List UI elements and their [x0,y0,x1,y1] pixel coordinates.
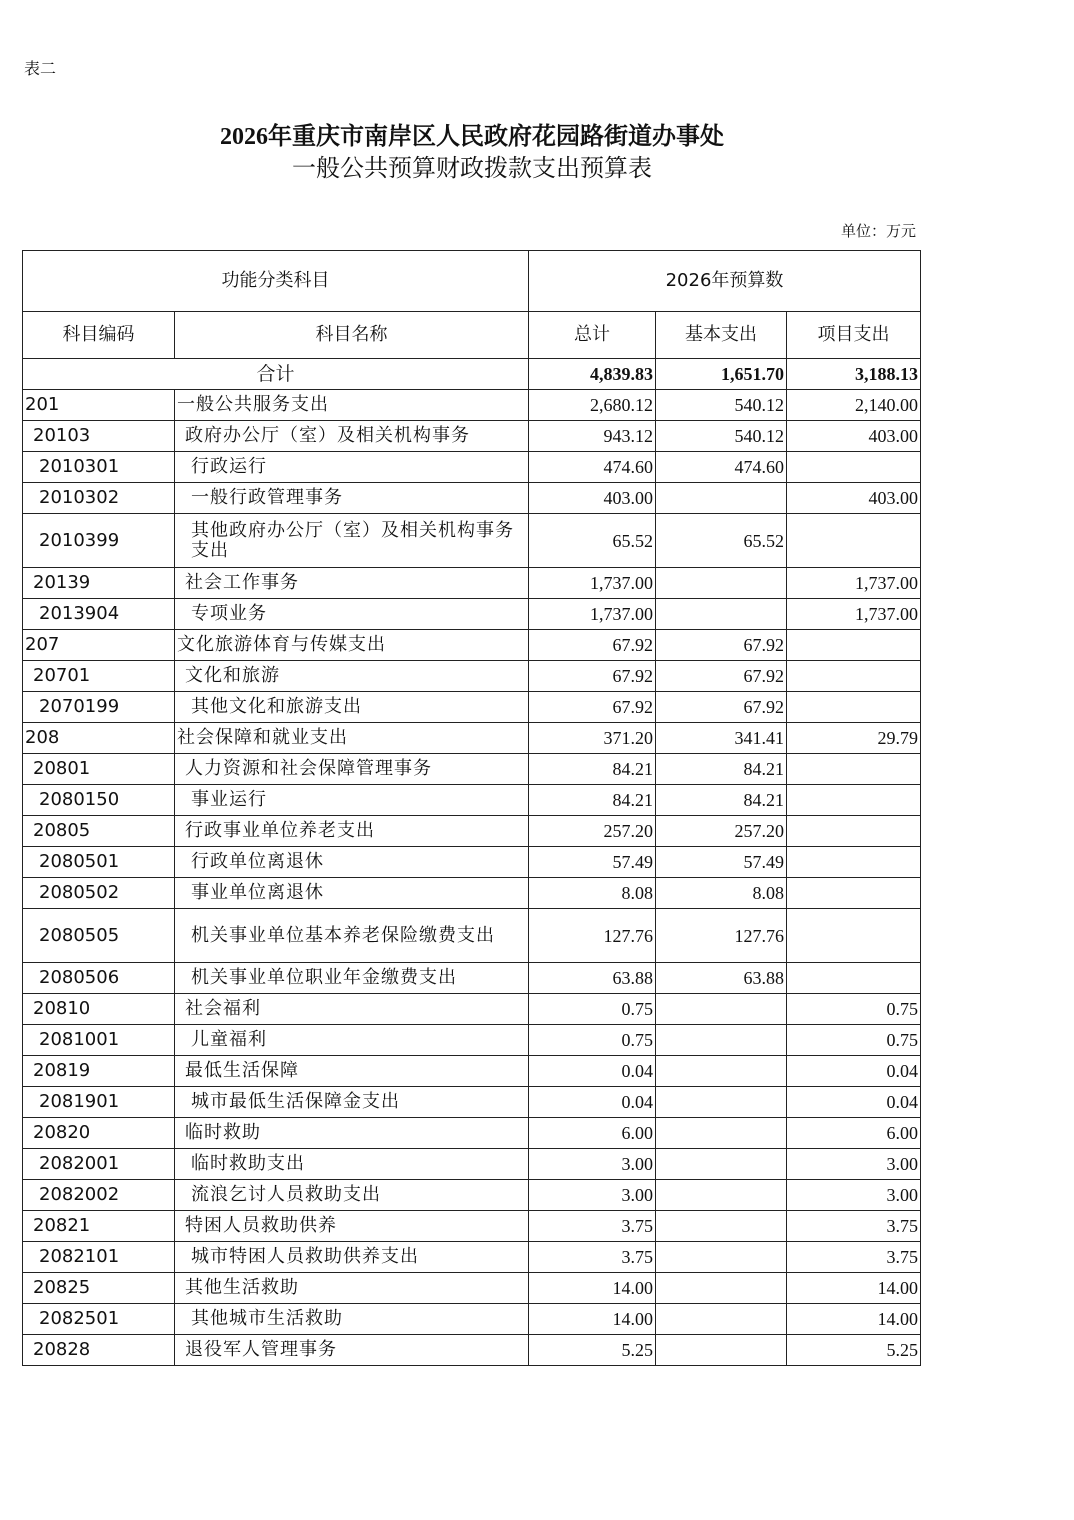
row-code: 2082101 [23,1242,175,1273]
row-total: 1,737.00 [529,599,656,630]
total-project: 3,188.13 [787,359,921,390]
row-code: 20801 [23,754,175,785]
table-row [23,483,921,514]
table-row [23,816,921,847]
row-basic: 65.52 [656,514,787,568]
row-project: 29.79 [787,723,921,754]
row-name: 事业单位离退休 [175,878,529,909]
row-basic: 67.92 [656,692,787,723]
row-code: 20828 [23,1335,175,1366]
table-row [23,1180,921,1211]
table-row [23,1025,921,1056]
row-name: 专项业务 [175,599,529,630]
row-code: 2010301 [23,452,175,483]
row-basic [656,599,787,630]
table-row [23,1149,921,1180]
row-code: 20701 [23,661,175,692]
row-total: 127.76 [529,909,656,963]
row-name: 其他生活救助 [175,1273,529,1304]
row-basic [656,1304,787,1335]
row-project: 0.04 [787,1056,921,1087]
row-basic [656,1242,787,1273]
row-name: 社会福利 [175,994,529,1025]
row-name: 文化旅游体育与传媒支出 [175,630,529,661]
row-name: 人力资源和社会保障管理事务 [175,754,529,785]
table-row [23,847,921,878]
row-project: 0.75 [787,1025,921,1056]
table-row [23,1335,921,1366]
row-basic [656,483,787,514]
row-basic: 8.08 [656,878,787,909]
row-code: 20820 [23,1118,175,1149]
table-row [23,568,921,599]
row-code: 2080505 [23,909,175,963]
header-basic: 基本支出 [656,312,787,359]
header-project: 项目支出 [787,312,921,359]
table-row [23,785,921,816]
row-total: 3.00 [529,1180,656,1211]
row-total: 3.75 [529,1242,656,1273]
row-basic: 540.12 [656,421,787,452]
page-title: 2026年重庆市南岸区人民政府花园路街道办事处 [220,124,724,150]
row-basic: 257.20 [656,816,787,847]
row-basic: 84.21 [656,785,787,816]
table-row [23,692,921,723]
row-total: 3.00 [529,1149,656,1180]
row-code: 20825 [23,1273,175,1304]
row-project [787,816,921,847]
header-budget-year: 2026年预算数 [529,251,921,312]
row-total: 14.00 [529,1304,656,1335]
table-row [23,1087,921,1118]
row-project [787,909,921,963]
table-row [23,661,921,692]
header-group-row [23,251,921,312]
row-name: 其他城市生活救助 [175,1304,529,1335]
row-name: 文化和旅游 [175,661,529,692]
total-row [23,359,921,390]
row-basic [656,1273,787,1304]
row-basic: 341.41 [656,723,787,754]
row-total: 0.75 [529,994,656,1025]
row-total: 14.00 [529,1273,656,1304]
table-row [23,630,921,661]
table-row [23,514,921,568]
row-name: 一般行政管理事务 [175,483,529,514]
row-total: 474.60 [529,452,656,483]
row-basic [656,994,787,1025]
row-total: 371.20 [529,723,656,754]
row-total: 6.00 [529,1118,656,1149]
table-row [23,963,921,994]
header-total: 总计 [529,312,656,359]
row-name: 行政运行 [175,452,529,483]
row-basic [656,1149,787,1180]
row-name: 其他政府办公厅（室）及相关机构事务支出 [175,514,529,568]
header-column-row [23,312,921,359]
row-project [787,847,921,878]
row-name: 临时救助 [175,1118,529,1149]
row-total: 2,680.12 [529,390,656,421]
total-label: 合计 [23,359,529,390]
table-row [23,909,921,963]
row-name: 政府办公厅（室）及相关机构事务 [175,421,529,452]
row-project: 3.75 [787,1211,921,1242]
row-name: 社会保障和就业支出 [175,723,529,754]
total-basic: 1,651.70 [656,359,787,390]
row-code: 2081901 [23,1087,175,1118]
table-row [23,599,921,630]
row-basic [656,1087,787,1118]
row-project: 2,140.00 [787,390,921,421]
row-code: 201 [23,390,175,421]
row-project: 0.04 [787,1087,921,1118]
row-code: 2082501 [23,1304,175,1335]
row-total: 63.88 [529,963,656,994]
row-basic [656,1056,787,1087]
table-row [23,754,921,785]
table-row [23,1118,921,1149]
row-total: 8.08 [529,878,656,909]
row-basic [656,1335,787,1366]
row-code: 2080502 [23,878,175,909]
row-total: 57.49 [529,847,656,878]
row-total: 0.04 [529,1056,656,1087]
row-code: 2080506 [23,963,175,994]
row-total: 67.92 [529,692,656,723]
row-basic [656,1211,787,1242]
table-row [23,452,921,483]
row-code: 20810 [23,994,175,1025]
row-project [787,661,921,692]
row-project: 0.75 [787,994,921,1025]
row-basic [656,1118,787,1149]
row-project [787,630,921,661]
row-total: 403.00 [529,483,656,514]
row-name: 最低生活保障 [175,1056,529,1087]
row-name: 退役军人管理事务 [175,1335,529,1366]
row-code: 2082002 [23,1180,175,1211]
row-name: 城市特困人员救助供养支出 [175,1242,529,1273]
row-total: 67.92 [529,630,656,661]
table-row [23,878,921,909]
table-row [23,723,921,754]
row-total: 5.25 [529,1335,656,1366]
row-basic [656,1180,787,1211]
row-name: 儿童福利 [175,1025,529,1056]
row-code: 2080501 [23,847,175,878]
row-total: 65.52 [529,514,656,568]
table-row [23,390,921,421]
budget-table [22,250,921,1366]
header-function-category: 功能分类科目 [23,251,529,312]
row-project: 3.75 [787,1242,921,1273]
row-project: 3.00 [787,1149,921,1180]
row-name: 社会工作事务 [175,568,529,599]
row-name: 流浪乞讨人员救助支出 [175,1180,529,1211]
row-code: 2070199 [23,692,175,723]
row-code: 20139 [23,568,175,599]
row-code: 20821 [23,1211,175,1242]
row-code: 2081001 [23,1025,175,1056]
row-code: 207 [23,630,175,661]
table-row [23,1056,921,1087]
row-basic: 84.21 [656,754,787,785]
row-basic: 127.76 [656,909,787,963]
row-project: 3.00 [787,1180,921,1211]
header-name: 科目名称 [175,312,529,359]
row-name: 机关事业单位基本养老保险缴费支出 [175,909,529,963]
row-project [787,878,921,909]
row-project [787,785,921,816]
row-total: 257.20 [529,816,656,847]
unit-label: 单位：万元 [840,222,916,240]
row-total: 67.92 [529,661,656,692]
header-code: 科目编码 [23,312,175,359]
row-basic: 67.92 [656,661,787,692]
row-basic: 57.49 [656,847,787,878]
row-name: 事业运行 [175,785,529,816]
row-project: 1,737.00 [787,568,921,599]
table-row [23,421,921,452]
row-name: 行政事业单位养老支出 [175,816,529,847]
row-project: 6.00 [787,1118,921,1149]
row-project: 403.00 [787,421,921,452]
row-code: 2080150 [23,785,175,816]
row-name: 机关事业单位职业年金缴费支出 [175,963,529,994]
row-name: 行政单位离退休 [175,847,529,878]
row-project: 14.00 [787,1273,921,1304]
table-row [23,1242,921,1273]
row-name: 其他文化和旅游支出 [175,692,529,723]
row-code: 2010399 [23,514,175,568]
row-total: 84.21 [529,754,656,785]
table-row [23,1304,921,1335]
total-total: 4,839.83 [529,359,656,390]
table-row [23,1273,921,1304]
row-code: 20819 [23,1056,175,1087]
row-project: 5.25 [787,1335,921,1366]
row-total: 84.21 [529,785,656,816]
row-code: 208 [23,723,175,754]
row-name: 临时救助支出 [175,1149,529,1180]
row-name: 一般公共服务支出 [175,390,529,421]
row-project [787,452,921,483]
row-code: 2013904 [23,599,175,630]
table-row [23,994,921,1025]
row-basic: 63.88 [656,963,787,994]
row-project [787,754,921,785]
row-name: 特困人员救助供养 [175,1211,529,1242]
doc-label: 表二 [24,59,57,78]
row-code: 2010302 [23,483,175,514]
row-total: 3.75 [529,1211,656,1242]
table-row [23,1211,921,1242]
row-project [787,692,921,723]
row-project: 403.00 [787,483,921,514]
row-total: 943.12 [529,421,656,452]
row-basic [656,568,787,599]
row-basic: 540.12 [656,390,787,421]
row-project: 14.00 [787,1304,921,1335]
row-project: 1,737.00 [787,599,921,630]
row-total: 0.04 [529,1087,656,1118]
row-total: 1,737.00 [529,568,656,599]
row-basic: 67.92 [656,630,787,661]
row-project [787,963,921,994]
row-code: 2082001 [23,1149,175,1180]
row-basic: 474.60 [656,452,787,483]
row-code: 20805 [23,816,175,847]
row-code: 20103 [23,421,175,452]
row-total: 0.75 [529,1025,656,1056]
row-basic [656,1025,787,1056]
row-project [787,514,921,568]
row-name: 城市最低生活保障金支出 [175,1087,529,1118]
page-subtitle: 一般公共预算财政拨款支出预算表 [292,156,652,182]
